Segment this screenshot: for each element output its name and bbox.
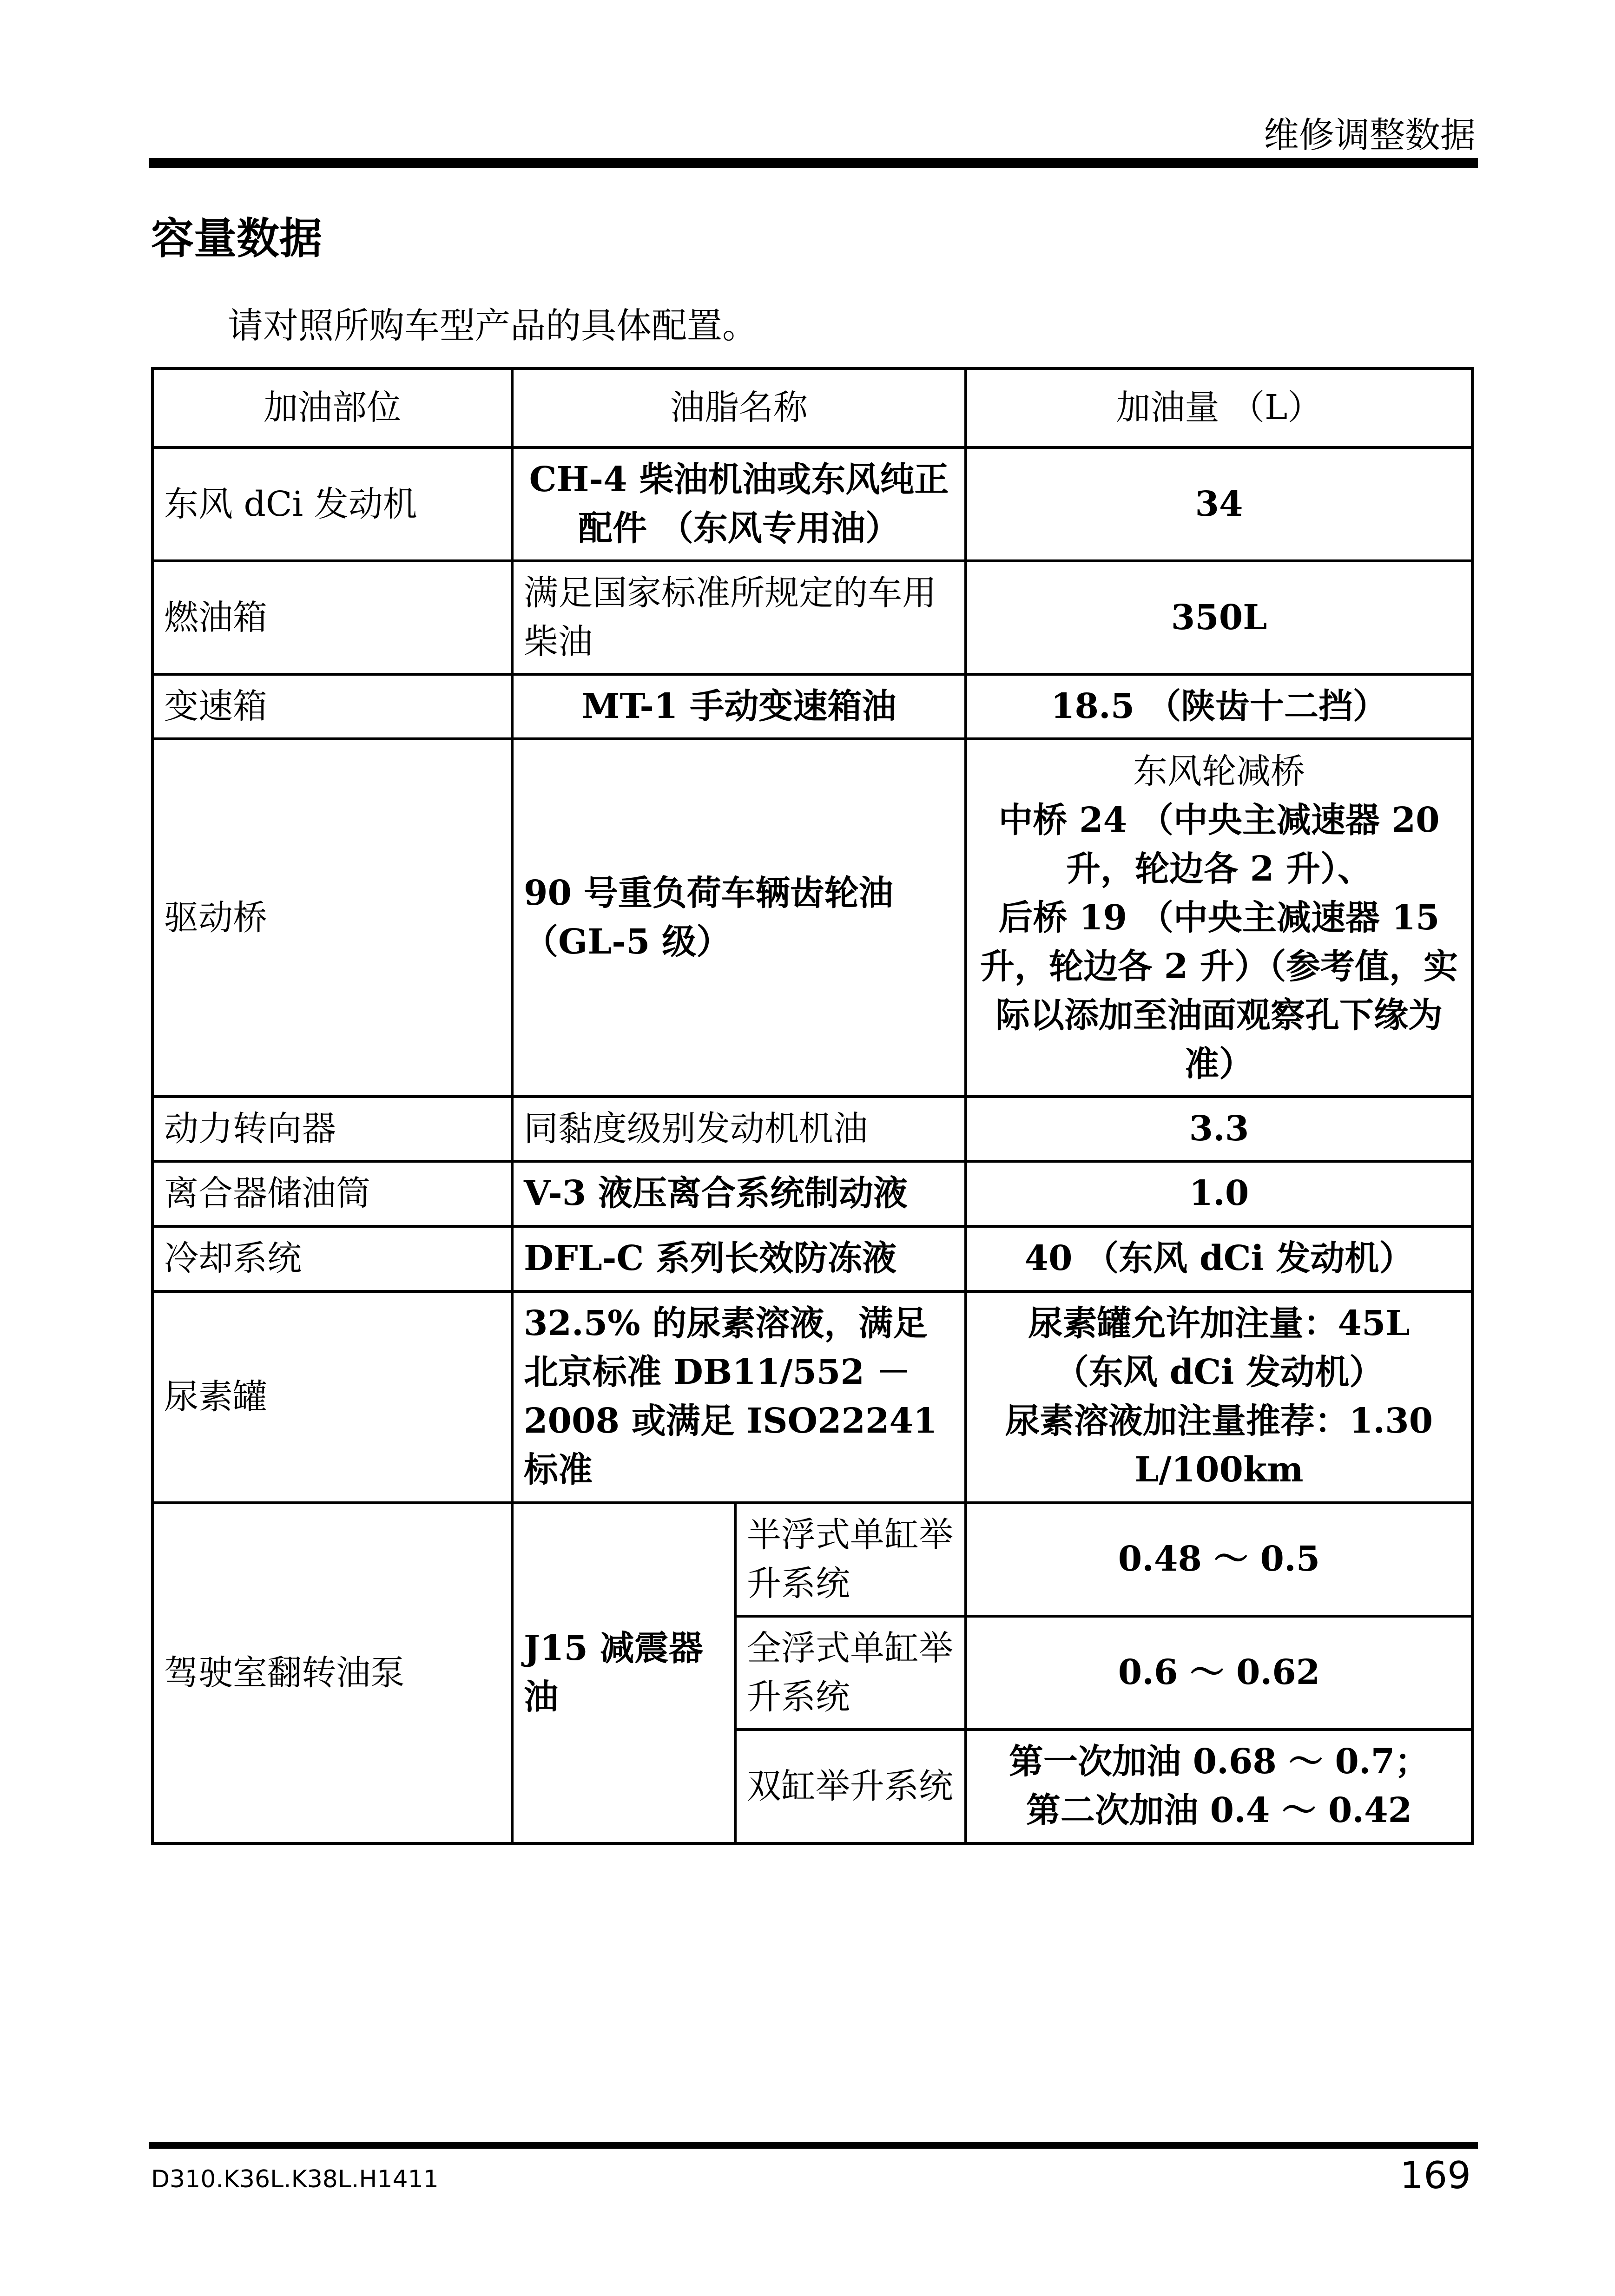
- cell-subtype: 双缸举升系统: [735, 1730, 966, 1843]
- cell-amount: 0.6 ～ 0.62: [966, 1616, 1472, 1730]
- cell-amount: 1.0: [966, 1161, 1472, 1226]
- cell-part: 东风 dCi 发动机: [152, 447, 512, 561]
- capacity-table: [151, 367, 1474, 1845]
- cell-amount: 40 （东风 dCi 发动机）: [966, 1226, 1472, 1291]
- cell-amount: [966, 1730, 1472, 1843]
- cell-part: 驾驶室翻转油泵: [152, 1503, 512, 1843]
- cell-amount: 0.48 ～ 0.5: [966, 1503, 1472, 1616]
- cell-amount: 34: [966, 447, 1472, 561]
- running-header: 维修调整数据: [1264, 114, 1476, 156]
- cell-amount: 350L: [966, 561, 1472, 674]
- amount-line: 第二次加油 0.4 ～ 0.42: [1026, 1790, 1412, 1831]
- cell-oil: CH-4 柴油机油或东风纯正配件 （东风专用油）: [512, 447, 966, 561]
- table-row: [152, 1503, 1472, 1616]
- table-row: [152, 1097, 1472, 1161]
- table-row: [152, 447, 1472, 561]
- cell-oil: 同黏度级别发动机机油: [512, 1097, 966, 1161]
- table-row: [152, 1161, 1472, 1226]
- amount-line: 第一次加油 0.68 ～ 0.7；: [1009, 1742, 1430, 1782]
- cell-part: 离合器储油筒: [152, 1161, 512, 1226]
- cell-amount: [966, 1291, 1472, 1503]
- page-number: 169: [1400, 2154, 1471, 2197]
- cell-oil: V-3 液压离合系统制动液: [512, 1161, 966, 1226]
- amount-line: 东风轮减桥: [1133, 751, 1305, 791]
- cell-oil: 90 号重负荷车辆齿轮油（GL-5 级）: [512, 739, 966, 1097]
- cell-oil: DFL-C 系列长效防冻液: [512, 1226, 966, 1291]
- header-rule: [149, 158, 1478, 168]
- table-row: [152, 674, 1472, 739]
- cell-subtype: 半浮式单缸举升系统: [735, 1503, 966, 1616]
- table-row: [152, 739, 1472, 1097]
- cell-oil: 满足国家标准所规定的车用柴油: [512, 561, 966, 674]
- cell-oil: 32.5% 的尿素溶液，满足北京标准 DB11/552 － 2008 或满足 ISO22241 标准: [512, 1291, 966, 1503]
- table-row: [152, 1226, 1472, 1291]
- cell-oil: J15 减震器油: [512, 1503, 735, 1843]
- header-part: 加油部位: [152, 368, 512, 447]
- table-row: [152, 1291, 1472, 1503]
- cell-part: 冷却系统: [152, 1226, 512, 1291]
- cell-oil: MT-1 手动变速箱油: [512, 674, 966, 739]
- cell-amount: 3.3: [966, 1097, 1472, 1161]
- cell-amount: 18.5 （陕齿十二挡）: [966, 674, 1472, 739]
- header-amount: 加油量 （L）: [966, 368, 1472, 447]
- cell-subtype: 全浮式单缸举升系统: [735, 1616, 966, 1730]
- amount-line: 尿素罐允许加注量：45L: [1028, 1303, 1410, 1343]
- amount-line: 尿素溶液加注量推荐：1.30 L/100km: [1005, 1401, 1433, 1490]
- table-row: [152, 561, 1472, 674]
- cell-part: 尿素罐: [152, 1291, 512, 1503]
- table-header-row: [152, 368, 1472, 447]
- header-oil: 油脂名称: [512, 368, 966, 447]
- cell-part: 动力转向器: [152, 1097, 512, 1161]
- amount-line: 中桥 24 （中央主减速器 20 升，轮边各 2 升）、: [998, 800, 1440, 889]
- intro-text: 请对照所购车型产品的具体配置。: [228, 305, 758, 346]
- cell-amount: [966, 739, 1472, 1097]
- section-title: 容量数据: [151, 214, 323, 263]
- amount-line: （东风 dCi 发动机）: [1054, 1352, 1384, 1392]
- amount-line: 后桥 19 （中央主减速器 15 升，轮边各 2 升）（参考值，实际以添加至油面观察孔下缘为准）: [980, 897, 1458, 1085]
- document-code: D310.K36L.K38L.H1411: [151, 2165, 439, 2193]
- cell-part: 驱动桥: [152, 739, 512, 1097]
- cell-part: 燃油箱: [152, 561, 512, 674]
- cell-part: 变速箱: [152, 674, 512, 739]
- footer-rule: [149, 2142, 1478, 2149]
